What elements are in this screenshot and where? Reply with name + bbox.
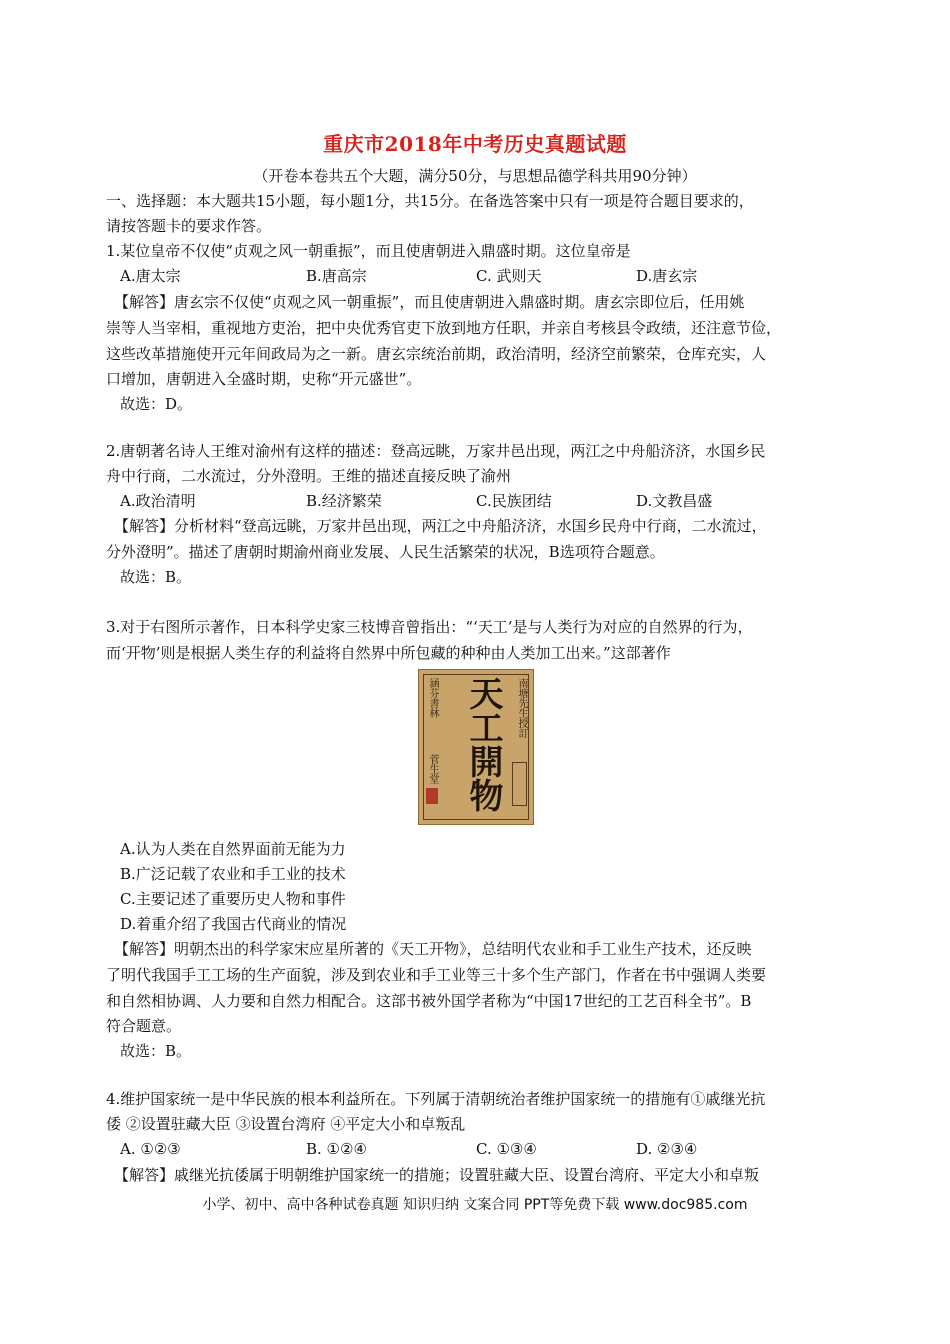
q2-option-c: C.民族团结	[476, 492, 552, 510]
q2-stem: 2.唐朝著名诗人王维对渝州有这样的描述：登高远眺，万家井邑出现，两江之中舟船济济，水国乡民	[106, 442, 766, 460]
book-left-inscription: 涵芬書林	[427, 678, 438, 718]
page-subtitle: （开卷本卷共五个大题，满分50分，与思想品德学科共用90分钟）	[253, 167, 697, 185]
q4-stem: 倭 ②设置驻藏大臣 ③设置台湾府 ④平定大小和卓叛乱	[106, 1115, 466, 1133]
page-title: 重庆市2018年中考历史真题试题	[323, 132, 627, 156]
q1-option-d: D.唐玄宗	[636, 267, 698, 285]
q4-stem: 4.维护国家统一是中华民族的根本利益所在。下列属于清朝统治者维护国家统一的措施有①戚继光抗	[106, 1090, 766, 1108]
tiangong-kaiwu-book-cover	[418, 669, 534, 825]
q1-analysis: 口增加，唐朝进入全盛时期，史称“开元盛世”。	[106, 370, 422, 388]
q4-option-c: C. ①③④	[476, 1140, 537, 1158]
q2-option-d: D.文教昌盛	[636, 492, 713, 510]
book-right-inscription: 南塘先生授訂	[516, 678, 527, 738]
red-seal-icon	[426, 788, 438, 804]
q3-answer: 故选：B。	[120, 1042, 192, 1060]
q1-option-c: C. 武则天	[476, 267, 542, 285]
q2-stem: 舟中行商，二水流过，分外澄明。王维的描述直接反映了渝州	[106, 467, 512, 485]
q2-option-b: B.经济繁荣	[306, 492, 382, 510]
q1-analysis: 【解答】唐玄宗不仅使“贞观之风一朝重振”，而且使唐朝进入鼎盛时期。唐玄宗即位后，任用姚	[114, 293, 745, 311]
q2-option-a: A.政治清明	[120, 492, 196, 510]
q4-analysis: 【解答】戚继光抗倭属于明朝维护国家统一的措施；设置驻藏大臣、设置台湾府、平定大小和卓叛	[114, 1166, 760, 1184]
intro-line: 请按答题卡的要求作答。	[106, 217, 272, 235]
q2-analysis: 【解答】分析材料“登高远眺，万家井邑出现，两江之中舟船济济，水国乡民舟中行商，二水流过，	[114, 517, 767, 535]
q1-answer: 故选：D。	[120, 395, 193, 413]
q3-stem: 而‘开物’则是根据人类生存的利益将自然界中所包藏的种种由人类加工出来。”这部著作	[106, 644, 671, 662]
q3-analysis: 【解答】明朝杰出的科学家宋应星所著的《天工开物》，总结明代农业和手工业生产技术，还反映	[114, 940, 752, 958]
stamp-box-icon	[512, 762, 527, 806]
q2-analysis: 分外澄明”。描述了唐朝时期渝州商业发展、人民生活繁荣的状况，B选项符合题意。	[106, 543, 665, 561]
page-footer: 小学、初中、高中各种试卷真题 知识归纳 文案合同 PPT等免费下载 www.doc985.com	[202, 1197, 748, 1213]
q1-analysis: 崇等人当宰相，重视地方吏治，把中央优秀官吏下放到地方任职，并亲自考核县令政绩，还注意节俭，	[106, 319, 782, 337]
q3-analysis: 了明代我国手工工场的生产面貌，涉及到农业和手工业等三十多个生产部门，作者在书中强调人类要	[106, 966, 767, 984]
book-left-inscription-2: 菅生堂	[427, 754, 438, 784]
q1-option-a: A.唐太宗	[120, 267, 181, 285]
q3-option-d: D.着重介绍了我国古代商业的情况	[120, 915, 347, 933]
q3-analysis: 符合题意。	[106, 1017, 182, 1035]
q2-answer: 故选：B。	[120, 568, 192, 586]
q4-option-b: B. ①②④	[306, 1140, 367, 1158]
q3-analysis: 和自然相协调、人力要和自然力相配合。这部书被外国学者称为“中国17世纪的工艺百科全书”。B	[106, 992, 752, 1010]
book-title: 天工開物	[463, 676, 503, 812]
q3-option-b: B.广泛记载了农业和手工业的技术	[120, 865, 346, 883]
q4-option-d: D. ②③④	[636, 1140, 698, 1158]
intro-line: 一、选择题：本大题共15小题，每小题1分，共15分。在备选答案中只有一项是符合题目要求的，	[106, 192, 754, 210]
q3-stem: 3.对于右图所示著作，日本科学史家三枝博音曾指出：“‘天工’是与人类行为对应的自然界的行为，	[106, 618, 753, 636]
q3-option-a: A.认为人类在自然界面前无能为力	[120, 840, 346, 858]
q3-option-c: C.主要记述了重要历史人物和事件	[120, 890, 346, 908]
q4-option-a: A. ①②③	[120, 1140, 181, 1158]
q1-analysis: 这些改革措施使开元年间政局为之一新。唐玄宗统治前期，政治清明，经济空前繁荣，仓库充实，人	[106, 345, 767, 363]
q1-stem: 1.某位皇帝不仅使“贞观之风一朝重振”，而且使唐朝进入鼎盛时期。这位皇帝是	[106, 242, 631, 260]
q1-option-b: B.唐高宗	[306, 267, 367, 285]
